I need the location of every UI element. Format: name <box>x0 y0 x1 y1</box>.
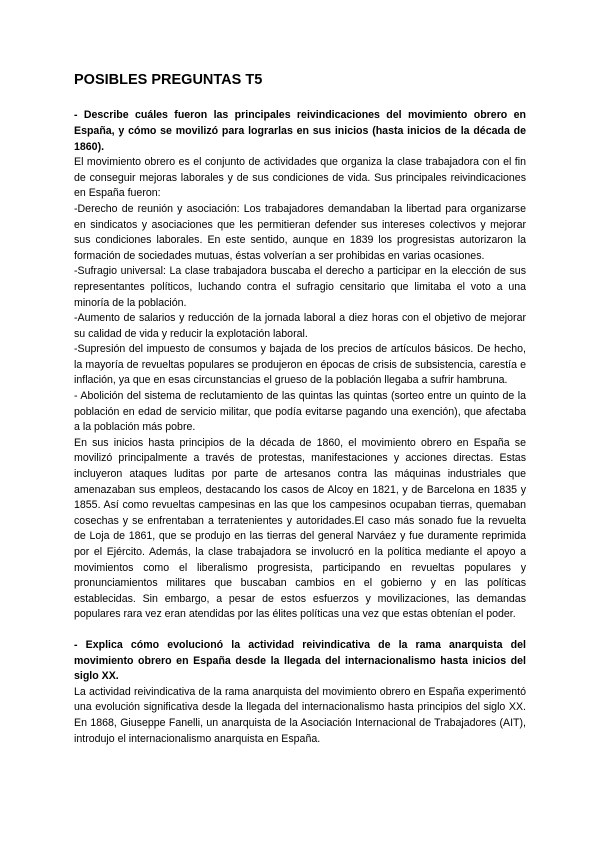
section-spacer <box>74 623 526 638</box>
q1-paragraph-sufragio: -Sufragio universal: La clase trabajadora buscaba el derecho a participar en la elección de sus representantes políticos, luchando contra el sufragio censitario que limitaba el voto a una minoría de la población. <box>74 265 526 309</box>
q1-paragraph-salarios: -Aumento de salarios y reducción de la jornada laboral a diez horas con el objetivo de mejorar su calidad de vida y reducir la explotación laboral. <box>74 312 526 340</box>
document-body <box>74 72 526 747</box>
question-2: - Explica cómo evolucionó la actividad reivindicativa de la rama anarquista del movimiento obrero en España desde la llegada del internacionalismo hasta inicios del siglo XX. <box>74 638 526 683</box>
q1-paragraph-consumos: -Supresión del impuesto de consumos y bajada de los precios de artículos básicos. De hecho, la mayoría de revueltas populares se produjeron en épocas de crisis de subsistencia, carestía e inflación, ya que en esas circunstancias el grueso de la población llegaba a sufrir hambruna. <box>74 343 526 387</box>
q2-paragraph-1: La actividad reivindicativa de la rama anarquista del movimiento obrero en España experimentó una evolución significativa desde la llegada del internacionalismo hasta principios del siglo XX. En 1868, Giuseppe Fanelli, un anarquista de la Asociación Internacional de Trabajadores (AIT), introdujo el internacionalismo anarquista en España. <box>74 685 526 745</box>
document-title: POSIBLES PREGUNTAS T5 <box>74 72 263 88</box>
q1-paragraph-reunion: -Derecho de reunión y asociación: Los trabajadores demandaban la libertad para organizarse en sindicatos y asociaciones que les permitieran defender sus intereses colectivos y mejorar sus condiciones laborales. En este sentido, aunque en 1839 los progresistas autorizaron la formación de sociedades mutuas, éstas volverían a ser prohibidas en varias ocasiones. <box>74 202 526 262</box>
question-1: - Describe cuáles fueron las principales reivindicaciones del movimiento obrero en España, y cómo se movilizó para lograrlas en sus inicios (hasta inicios de la década de 1860). <box>74 109 526 153</box>
q1-paragraph-quintas: - Abolición del sistema de reclutamiento de las quintas las quintas (sorteo entre un quinto de la población en edad de servicio militar, que podía evitarse pagando una exención), que afectaba a la población más pobre. <box>74 390 526 434</box>
q1-paragraph-movilizacion: En sus inicios hasta principios de la década de 1860, el movimiento obrero en España se movilizó principalmente a través de protestas, manifestaciones y acciones directas. Estas incluyeron ataques luditas por parte de artesanos contra las máquinas industriales que amenazaban sus empleos, destacando los casos de Alcoy en 1821, y de Barcelona en 1835 y 1855. Así como revueltas campesinas en las que los campesinos ocupaban tierras, quemaban cosechas y se enfrentaban a terratenientes y autoridades.El caso más sonado fue la revuelta de Loja de 1861, que se produjo en las tierras del general Narváez y fue duramente reprimida por el Ejército. Además, la clase trabajadora se involucró en la política mediante el apoyo a movimientos como el liberalismo progresista, participando en revueltas populares y pronunciamientos militares que buscaban cambios en el gobierno y en las políticas establecidas. Sin embargo, a pesar de estos esfuerzos y movilizaciones, las demandas populares rara vez eran atendidas por las élites políticas una vez que estas obtenían el poder. <box>74 436 526 621</box>
q1-paragraph-intro: El movimiento obrero es el conjunto de actividades que organiza la clase trabajadora con el fin de conseguir mejoras laborales y de sus condiciones de vida. Sus principales reivindicaciones en España fueron: <box>74 156 526 200</box>
